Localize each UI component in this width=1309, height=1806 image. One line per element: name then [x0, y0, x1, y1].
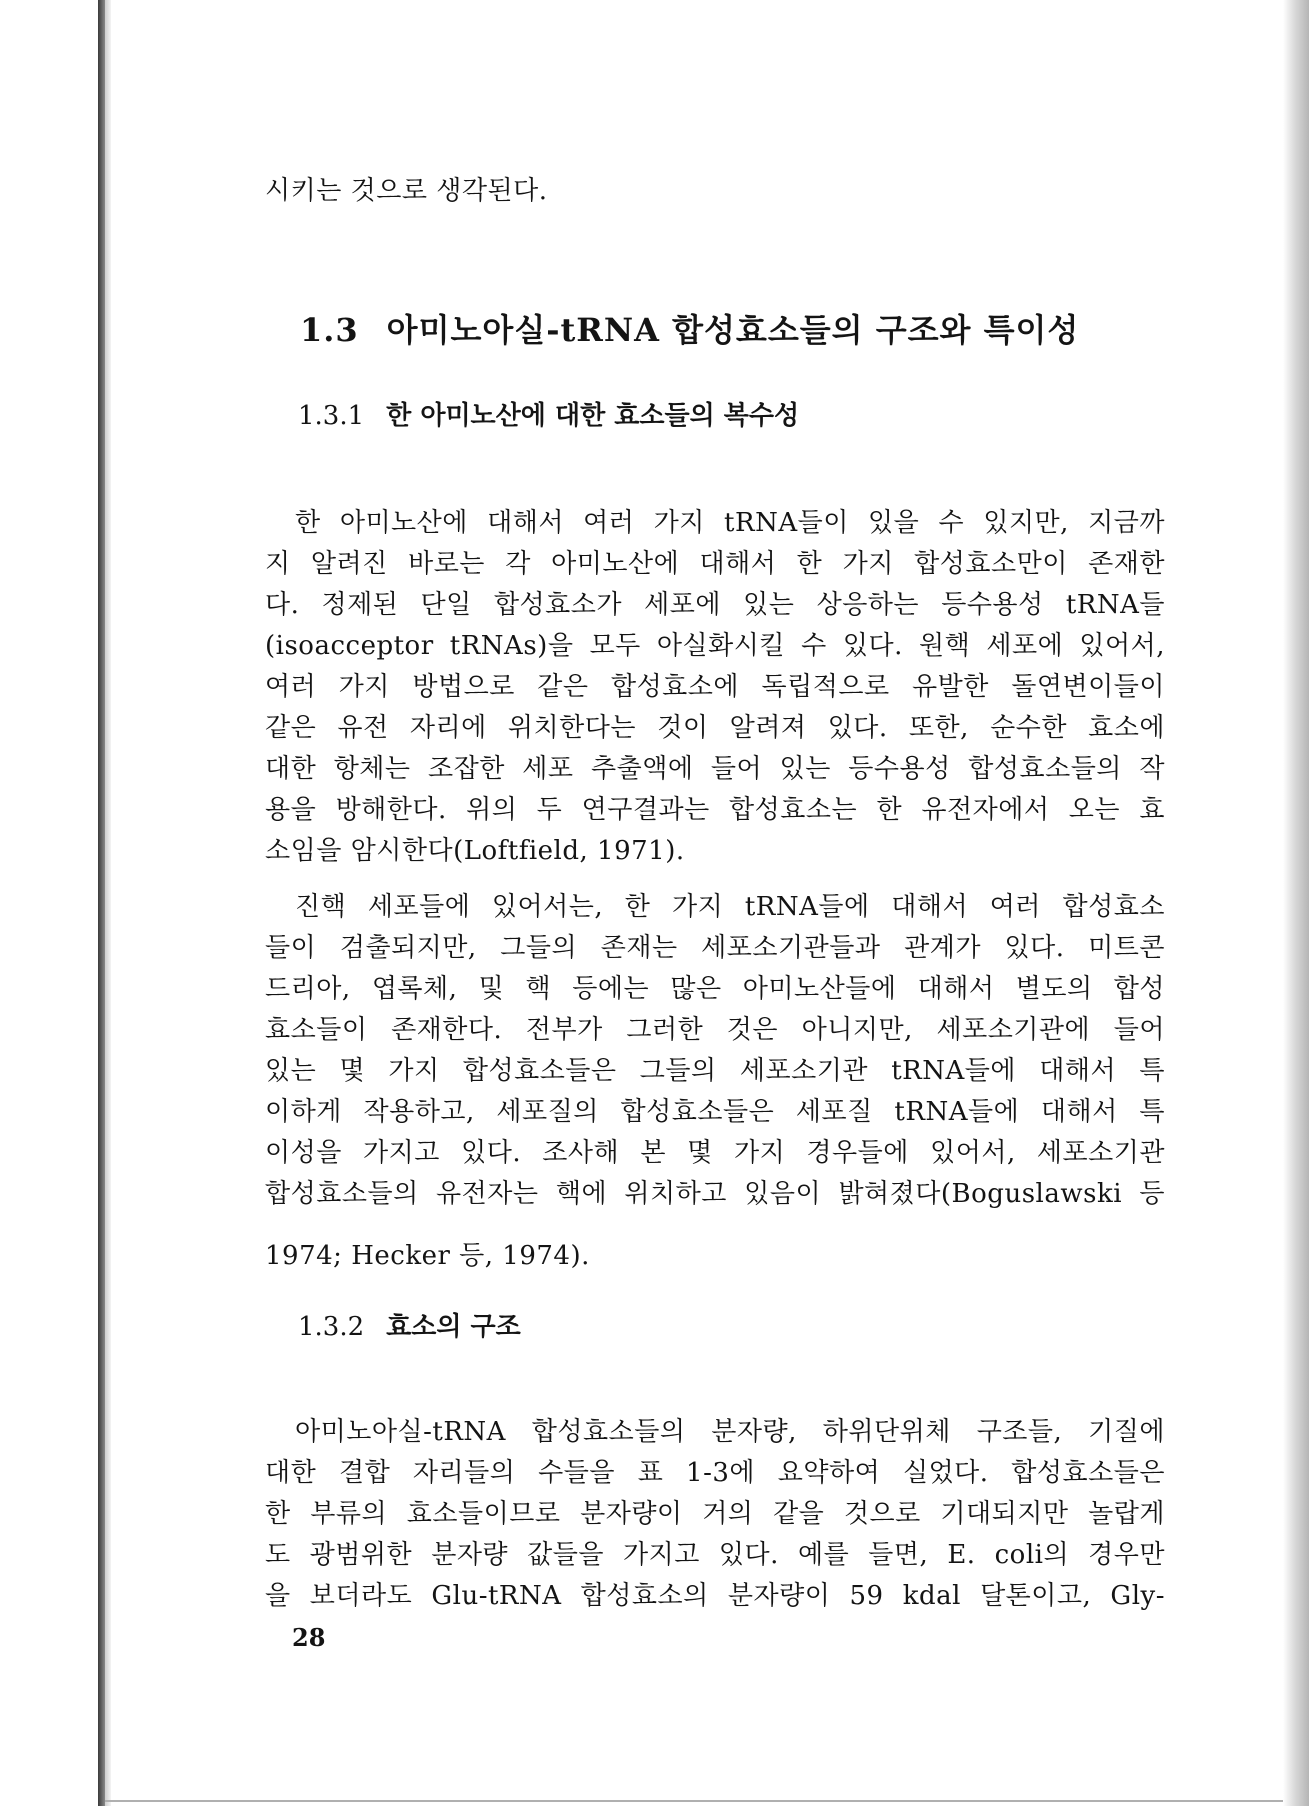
- paragraph-line: 한 부류의 효소들이므로 분자량이 거의 같을 것으로 기대되지만 놀랍게: [265, 1499, 1165, 1529]
- subsection-number-2: 1.3.2: [298, 1312, 365, 1342]
- paragraph-line: 이하게 작용하고, 세포질의 합성효소들은 세포질 tRNA들에 대해서 특: [265, 1097, 1165, 1127]
- page-number: 28: [292, 1623, 326, 1652]
- paragraph-line: 소임을 암시한다(Loftfield, 1971).: [265, 836, 685, 866]
- section-title: 아미노아실-tRNA 합성효소들의 구조와 특이성: [386, 311, 1080, 349]
- book-spine-edge: [105, 0, 111, 1806]
- subsection-number-1: 1.3.1: [298, 401, 365, 431]
- book-page: [112, 0, 1283, 1806]
- paragraph-line: 한 아미노산에 대해서 여러 가지 tRNA들이 있을 수 있지만, 지금까: [295, 508, 1165, 538]
- paragraph-line: 대한 결합 자리들의 수들을 표 1-3에 요약하여 실었다. 합성효소들은: [265, 1458, 1165, 1488]
- paragraph-line: 드리아, 엽록체, 및 핵 등에는 많은 아미노산들에 대해서 별도의 합성: [265, 974, 1165, 1004]
- subsection-title-2: 효소의 구조: [386, 1312, 521, 1342]
- paragraph-line: 용을 방해한다. 위의 두 연구결과는 합성효소는 한 유전자에서 오는 효: [265, 795, 1165, 825]
- paragraph-line: 대한 항체는 조잡한 세포 추출액에 들어 있는 등수용성 합성효소들의 작: [265, 754, 1165, 784]
- subsection-heading-2: [298, 1306, 521, 1343]
- section-number: 1.3: [300, 311, 359, 349]
- section-heading: [300, 305, 1079, 351]
- carry-over-line: 시키는 것으로 생각된다.: [265, 176, 548, 206]
- book-spine-shadow: [98, 0, 105, 1806]
- paragraph-line: 아미노아실-tRNA 합성효소들의 분자량, 하위단위체 구조들, 기질에: [295, 1417, 1165, 1447]
- paragraph-line: 들이 검출되지만, 그들의 존재는 세포소기관들과 관계가 있다. 미트콘: [265, 933, 1165, 963]
- paragraph-line: 같은 유전 자리에 위치한다는 것이 알려져 있다. 또한, 순수한 효소에: [265, 713, 1165, 743]
- paragraph-line: 여러 가지 방법으로 같은 합성효소에 독립적으로 유발한 돌연변이들이: [265, 672, 1165, 702]
- subsection-title-1: 한 아미노산에 대한 효소들의 복수성: [386, 401, 800, 431]
- subsection-heading-1: [298, 395, 799, 432]
- paragraph-line: 을 보더라도 Glu-tRNA 합성효소의 분자량이 59 kdal 달톤이고, Gly-: [265, 1581, 1165, 1611]
- paragraph-line: 1974; Hecker 등, 1974).: [265, 1241, 590, 1271]
- paragraph-line: 다. 정제된 단일 합성효소가 세포에 있는 상응하는 등수용성 tRNA들: [265, 590, 1165, 620]
- paragraph-line: 이성을 가지고 있다. 조사해 본 몇 가지 경우들에 있어서, 세포소기관: [265, 1138, 1165, 1168]
- paragraph-line: 있는 몇 가지 합성효소들은 그들의 세포소기관 tRNA들에 대해서 특: [265, 1056, 1165, 1086]
- paragraph-line: (isoacceptor tRNAs)을 모두 아실화시킬 수 있다. 원핵 세포에 있어서,: [265, 631, 1165, 661]
- paragraph-line: 진핵 세포들에 있어서는, 한 가지 tRNA들에 대해서 여러 합성효소: [295, 892, 1165, 922]
- paragraph-line: 지 알려진 바로는 각 아미노산에 대해서 한 가지 합성효소만이 존재한: [265, 549, 1165, 579]
- paragraph-line: 도 광범위한 분자량 값들을 가지고 있다. 예를 들면, E. coli의 경우만: [265, 1540, 1165, 1570]
- paragraph-line: 효소들이 존재한다. 전부가 그러한 것은 아니지만, 세포소기관에 들어: [265, 1015, 1165, 1045]
- paragraph-line: 합성효소들의 유전자는 핵에 위치하고 있음이 밝혀졌다(Boguslawski 등: [265, 1179, 1165, 1209]
- page-right-edge: [1283, 0, 1309, 1806]
